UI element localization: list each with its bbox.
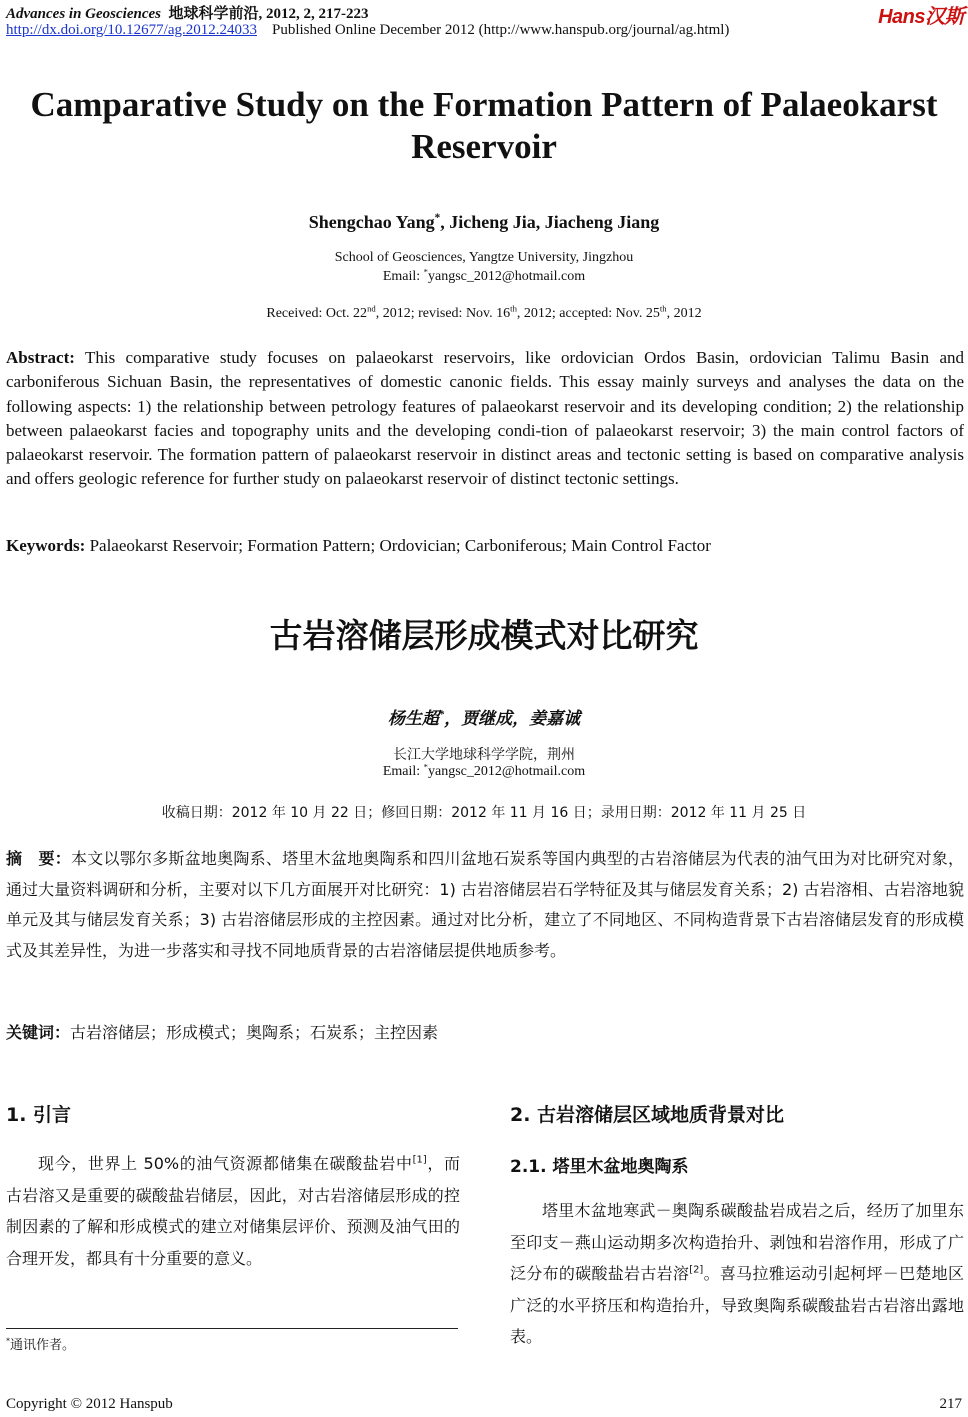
hanspub-logo: Hans汉斯 [878,6,964,28]
abstract-text-cn: 本文以鄂尔多斯盆地奥陶系、塔里木盆地奥陶系和四川盆地石炭系等国内典型的古岩溶储层为代表的油气田为对比研究对象，通过大量资料调研和分析，主要对以下几方面展开对比研究：1) 古岩溶储层岩石学特征及其与储层发育关系；2) 古岩溶相、古岩溶地貌单元及其与储层发育关系；3) 古岩溶储层形成的主控因素。通过对比分析，建立了不同地区、不同构造背景下古岩溶储层发育的形成模式及其差异性，为进一步落实和寻找不同地质背景的古岩溶储层提供地质参考。 [6,849,964,960]
journal-name-en: Advances in Geosciences [6,6,161,22]
authors-en [0,212,968,233]
email-mark: * [423,266,428,277]
authors-rest-cn: ，贾继成，姜嘉诚 [444,709,581,728]
dates-cn: 收稿日期：2012 年 10 月 22 日；修回日期：2012 年 11 月 16 日；录用日期：2012 年 11 月 25 日 [161,805,807,821]
section-1-paragraph [6,1148,460,1274]
journal-header [6,2,369,23]
copyright: Copyright © 2012 Hanspub [6,1396,173,1412]
title-line-1: Camparative Study on the Formation Pattern of Palaeokarst [30,85,938,124]
authors-cn [0,704,968,729]
reference-1[interactable]: [1] [412,1154,427,1166]
footnote-rule [6,1328,458,1329]
received-sup: nd [367,303,376,314]
author-1-cn: 杨生超 [387,709,439,728]
abstract-text: This comparative study focuses on palaeokarst reservoirs, like ordovician Ordos Basin, ordovician Talimu Basin and carboniferous Sichuan Basin, the representatives of domestic canonic fields. This essay mainly surveys and analyses the data on the following aspects: 1) the relationship between petrology features of palaeokarst reservoir and its developing condition; 2) the relationship between palaeokarst facies and topography units and the developing condi-tion of palaeokarst reservoir; 3) the main control factors of palaeokarst reservoir. The formation pattern of palaeokarst reservoir in distinct areas and tectonic setting is based on comparative analysis and offers geologic reference for further study on palaeokarst reservoir of distinct tectonic settings. [6,348,964,489]
author-1: Shengchao Yang [308,212,435,232]
email-label-cn: Email: [382,764,424,779]
paper-title-cn: 古岩溶储层形成模式对比研究 [269,616,699,655]
journal-name-cn: 地球科学前沿 [168,6,259,22]
subsection-2-1-heading: 2.1. 塔里木盆地奥陶系 [510,1157,689,1177]
doi-link[interactable]: http://dx.doi.org/10.12677/ag.2012.24033 [6,22,257,38]
section-1-text-a: 现今，世界上 50%的油气资源都储集在碳酸盐岩中 [38,1154,413,1173]
section-1-heading: 1. 引言 [6,1104,72,1126]
email-cn [0,761,968,780]
abstract-en [6,346,964,492]
paper-title-en [0,84,968,168]
keywords-label: Keywords: [6,536,86,555]
affiliation-en: School of Geosciences, Yangtze University, Jingzhou [334,250,634,265]
accepted-year: , 2012 [666,306,702,321]
journal-citation: , 2012, 2, 217-223 [258,6,369,22]
keywords-en [6,536,964,556]
abstract-label: Abstract: [6,348,75,367]
email-mark-cn: * [423,761,428,772]
keywords-cn [6,1020,964,1043]
publication-line [6,22,729,39]
footnote-mark: * [6,1336,11,1346]
email-label: Email: [382,269,424,284]
email-en [0,266,968,285]
corresponding-mark-cn: * [438,709,445,721]
section-2-text-b: 。喜马拉雅运动引起柯坪－巴楚地区广泛的水平挤压和构造抬升，导致奥陶系碳酸盐岩古岩溶出露地表。 [510,1264,964,1346]
revised-date: , 2012; revised: Nov. 16 [375,306,511,321]
title-line-2: Reservoir [411,127,557,166]
dates-en [0,303,968,322]
footnote [6,1334,75,1353]
affiliation-cn: 长江大学地球科学学院，荆州 [393,747,575,763]
section-2-text-a: 塔里木盆地寒武－奥陶系碳酸盐岩成岩之后，经历了加里东至印支－燕山运动期多次构造抬升、剥蚀和岩溶作用，形成了广泛分布的碳酸盐岩古岩溶 [510,1201,964,1283]
keywords-text-cn: 古岩溶储层；形成模式；奥陶系；石炭系；主控因素 [70,1023,439,1042]
section-1-text-b: ，而古岩溶又是重要的碳酸盐岩储层，因此，对古岩溶储层形成的控制因素的了解和形成模式的建立对储集层评价、预测及油气田的合理开发，都具有十分重要的意义。 [6,1154,460,1268]
abstract-cn [6,844,964,966]
page-number: 217 [939,1396,962,1412]
published-online: Published Online December 2012 (http://www.hanspub.org/journal/ag.html) [271,22,730,38]
section-2-heading: 2. 古岩溶储层区域地质背景对比 [510,1104,785,1126]
accepted-sup: th [659,303,667,314]
keywords-label-cn: 关键词： [6,1023,71,1042]
reference-2[interactable]: [2] [689,1264,704,1276]
abstract-label-cn: 摘 要： [6,849,71,868]
email-address[interactable]: yangsc_2012@hotmail.com [428,269,586,284]
authors-rest: , Jicheng Jia, Jiacheng Jiang [440,212,660,232]
section-2-1-paragraph [510,1195,964,1353]
received-date: Received: Oct. 22 [266,306,368,321]
email-address-cn[interactable]: yangsc_2012@hotmail.com [428,764,586,779]
accepted-date: , 2012; accepted: Nov. 25 [516,306,660,321]
revised-sup: th [510,303,517,314]
keywords-text: Palaeokarst Reservoir; Formation Pattern; Ordovician; Carboniferous; Main Control Factor [85,536,711,555]
corresponding-mark: * [434,212,441,224]
footnote-text: 通讯作者。 [10,1338,76,1353]
